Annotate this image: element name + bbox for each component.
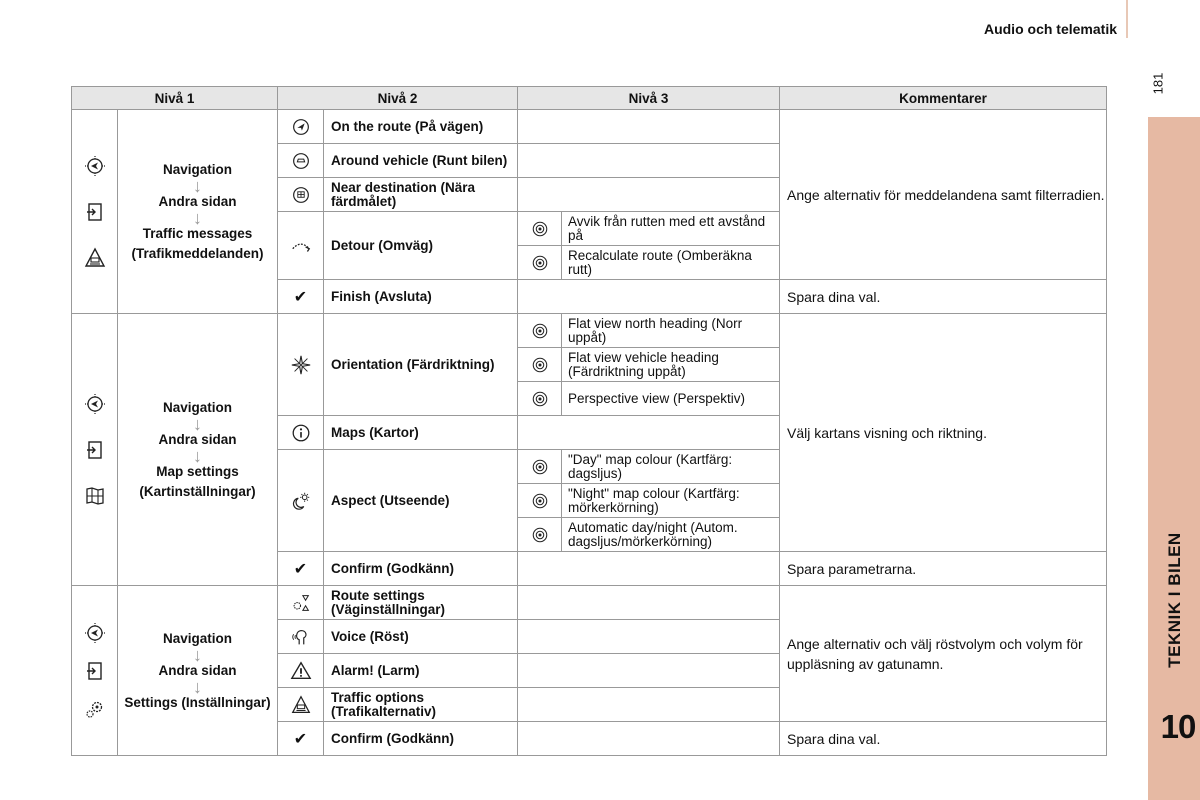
level2-label: Confirm (Godkänn) xyxy=(324,552,518,586)
table-header-row xyxy=(72,87,1107,110)
level1-icons-cell xyxy=(72,314,118,586)
level1-item: Traffic messages (Trafikmeddelanden) xyxy=(131,225,264,261)
down-arrow-icon: ↓ xyxy=(193,644,202,665)
route-arrow-icon xyxy=(278,110,324,144)
level3-empty-cell xyxy=(518,552,780,586)
down-arrow-icon: ↓ xyxy=(193,207,202,228)
level3-option: Flat view north heading (Norr uppåt) xyxy=(562,314,780,348)
level3-empty-cell xyxy=(518,586,780,620)
level2-label: Finish (Avsluta) xyxy=(324,280,518,314)
column-header-level1: Nivå 1 xyxy=(72,87,278,110)
level2-label: Detour (Omväg) xyxy=(324,212,518,280)
traffic-warning-icon xyxy=(83,246,107,270)
navigation-icon xyxy=(83,154,107,178)
level2-label: Traffic options (Trafikalternativ) xyxy=(324,688,518,722)
chapter-label-container xyxy=(1135,500,1200,700)
level3-empty-cell xyxy=(518,688,780,722)
vehicle-circle-icon xyxy=(278,144,324,178)
alarm-triangle-icon xyxy=(278,654,324,688)
level2-label: Voice (Röst) xyxy=(324,620,518,654)
level3-option: Recalculate route (Omberäkna rutt) xyxy=(562,246,780,280)
down-arrow-icon: ↓ xyxy=(193,676,202,697)
chapter-number: 10 xyxy=(1160,708,1196,745)
radio-icon xyxy=(518,382,562,416)
column-header-comments: Kommentarer xyxy=(780,87,1107,110)
table-row xyxy=(72,586,1107,620)
down-arrow-icon: ↓ xyxy=(193,413,202,434)
level1-item: Map settings (Kartinställningar) xyxy=(139,463,256,499)
section-header-title: Audio och telematik xyxy=(983,21,1117,37)
compass-icon xyxy=(278,314,324,416)
navigation-settings-table xyxy=(71,86,1107,756)
down-arrow-icon: ↓ xyxy=(193,175,202,196)
back-page-icon xyxy=(83,438,107,462)
check-icon: ✔ xyxy=(278,722,324,756)
radio-icon xyxy=(518,484,562,518)
level1-icons-cell xyxy=(72,586,118,756)
level2-label: Route settings (Väginställningar) xyxy=(324,586,518,620)
chapter-label: TEKNIK I BILEN xyxy=(1165,532,1184,668)
level1-item: Andra sidan xyxy=(158,193,237,209)
level1-item: Navigation xyxy=(162,399,232,415)
level1-path-cell xyxy=(118,314,278,586)
level2-label: Orientation (Färdriktning) xyxy=(324,314,518,416)
column-header-level2: Nivå 2 xyxy=(278,87,518,110)
level2-label: Confirm (Godkänn) xyxy=(324,722,518,756)
level3-empty-cell xyxy=(518,280,780,314)
radio-icon xyxy=(518,348,562,382)
comment-cell: Spara dina val. xyxy=(780,722,1107,756)
map-grid-icon xyxy=(83,484,107,508)
radio-icon xyxy=(518,246,562,280)
level2-label: On the route (På vägen) xyxy=(324,110,518,144)
table-row xyxy=(72,110,1107,144)
level1-item: Navigation xyxy=(162,161,232,177)
level1-item: Navigation xyxy=(162,630,232,646)
level2-label: Near destination (Nära färdmålet) xyxy=(324,178,518,212)
comment-cell: Välj kartans visning och riktning. xyxy=(780,314,1107,552)
level1-item: Settings (Inställningar) xyxy=(124,694,271,710)
level3-empty-cell xyxy=(518,722,780,756)
level1-path-cell xyxy=(118,110,278,314)
level3-option: Avvik från rutten med ett avstånd på xyxy=(562,212,780,246)
level3-option: "Day" map colour (Kartfärg: dagsljus) xyxy=(562,450,780,484)
radio-icon xyxy=(518,314,562,348)
check-icon: ✔ xyxy=(278,552,324,586)
column-header-level3: Nivå 3 xyxy=(518,87,780,110)
check-icon: ✔ xyxy=(278,280,324,314)
day-night-icon xyxy=(278,450,324,552)
level3-empty-cell xyxy=(518,620,780,654)
comment-cell: Spara dina val. xyxy=(780,280,1107,314)
header-divider xyxy=(1126,0,1128,38)
level1-item: Andra sidan xyxy=(158,431,237,447)
level3-option: Flat view vehicle heading (Färdriktning uppåt) xyxy=(562,348,780,382)
level3-option: Perspective view (Perspektiv) xyxy=(562,382,780,416)
detour-icon xyxy=(278,212,324,280)
level3-empty-cell xyxy=(518,144,780,178)
page-number: 181 xyxy=(1150,72,1166,95)
comment-cell: Ange alternativ och välj röstvolym och volym för uppläsning av gatunamn. xyxy=(780,586,1107,722)
back-page-icon xyxy=(83,200,107,224)
comment-cell: Spara parametrarna. xyxy=(780,552,1107,586)
level1-icons-cell xyxy=(72,110,118,314)
level1-path-cell xyxy=(118,586,278,756)
route-settings-icon xyxy=(278,586,324,620)
radio-icon xyxy=(518,518,562,552)
level2-label: Maps (Kartor) xyxy=(324,416,518,450)
info-icon xyxy=(278,416,324,450)
voice-icon xyxy=(278,620,324,654)
table-row xyxy=(72,314,1107,348)
level3-empty-cell xyxy=(518,416,780,450)
radio-icon xyxy=(518,212,562,246)
level2-label: Alarm! (Larm) xyxy=(324,654,518,688)
level3-empty-cell xyxy=(518,110,780,144)
level1-item: Andra sidan xyxy=(158,662,237,678)
level2-label: Around vehicle (Runt bilen) xyxy=(324,144,518,178)
back-page-icon xyxy=(83,659,107,683)
level3-option: "Night" map colour (Kartfärg: mörkerkörning) xyxy=(562,484,780,518)
settings-gears-icon xyxy=(83,697,107,721)
navigation-icon xyxy=(83,392,107,416)
traffic-warning-icon xyxy=(278,688,324,722)
radio-icon xyxy=(518,450,562,484)
comment-cell: Ange alternativ för meddelandena samt filterradien. xyxy=(780,110,1107,280)
level3-empty-cell xyxy=(518,178,780,212)
level3-empty-cell xyxy=(518,654,780,688)
level2-label: Aspect (Utseende) xyxy=(324,450,518,552)
navigation-icon xyxy=(83,621,107,645)
down-arrow-icon: ↓ xyxy=(193,445,202,466)
destination-flag-icon xyxy=(278,178,324,212)
level3-option: Automatic day/night (Autom. dagsljus/mörkerkörning) xyxy=(562,518,780,552)
